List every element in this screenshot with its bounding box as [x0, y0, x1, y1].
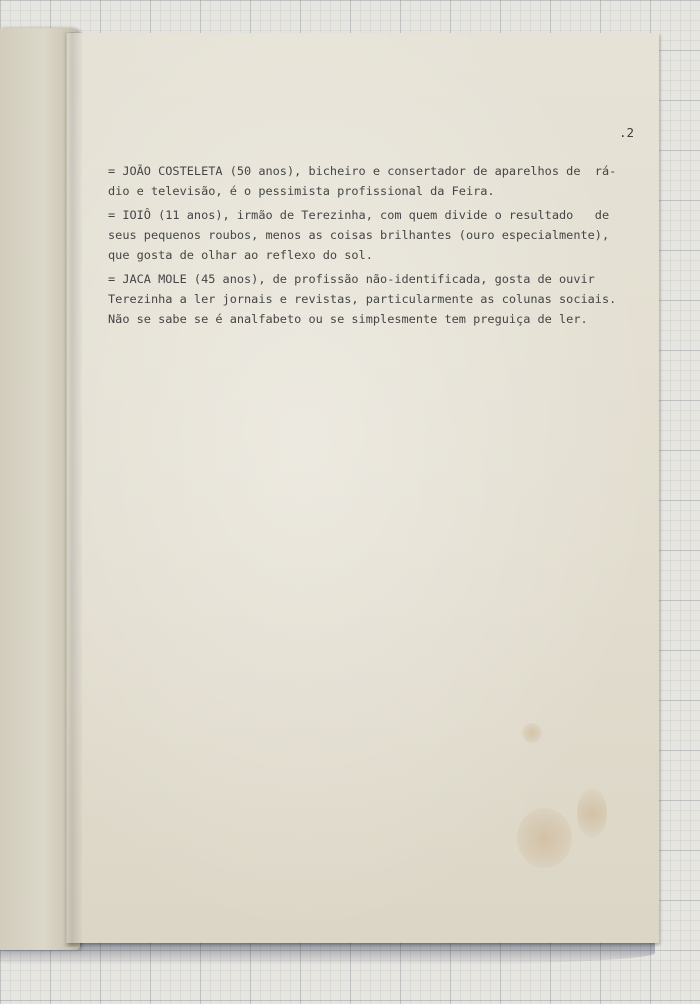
text-line: seus pequenos roubos, menos as coisas brilhantes (ouro especialmente), [108, 228, 610, 242]
paper-stain [517, 808, 572, 868]
character-entry-joao-costeleta [108, 161, 643, 201]
paper-stain [577, 788, 607, 838]
character-entry-jaca-mole [108, 269, 643, 329]
page-number: .2 [619, 125, 635, 140]
text-line: = IOIÔ (11 anos), irmão de Terezinha, com quem divide o resultado de [108, 208, 610, 222]
text-line: Não se sabe se é analfabeto ou se simplesmente tem preguiça de ler. [108, 312, 588, 326]
page-fold [62, 32, 82, 947]
text-line: = JACA MOLE (45 anos), de profissão não-identificada, gosta de ouvir [108, 272, 595, 286]
text-line: Terezinha a ler jornais e revistas, particularmente as colunas sociais. [108, 292, 617, 306]
typed-text-block [108, 161, 643, 333]
paper-stain [522, 723, 542, 743]
text-line: dio e televisão, é o pessimista profissional da Feira. [108, 184, 495, 198]
document-page [66, 33, 659, 943]
text-line: que gosta de olhar ao reflexo do sol. [108, 248, 373, 262]
character-entry-ioio [108, 205, 643, 265]
text-line: = JOÃO COSTELETA (50 anos), bicheiro e consertador de aparelhos de rá- [108, 164, 617, 178]
